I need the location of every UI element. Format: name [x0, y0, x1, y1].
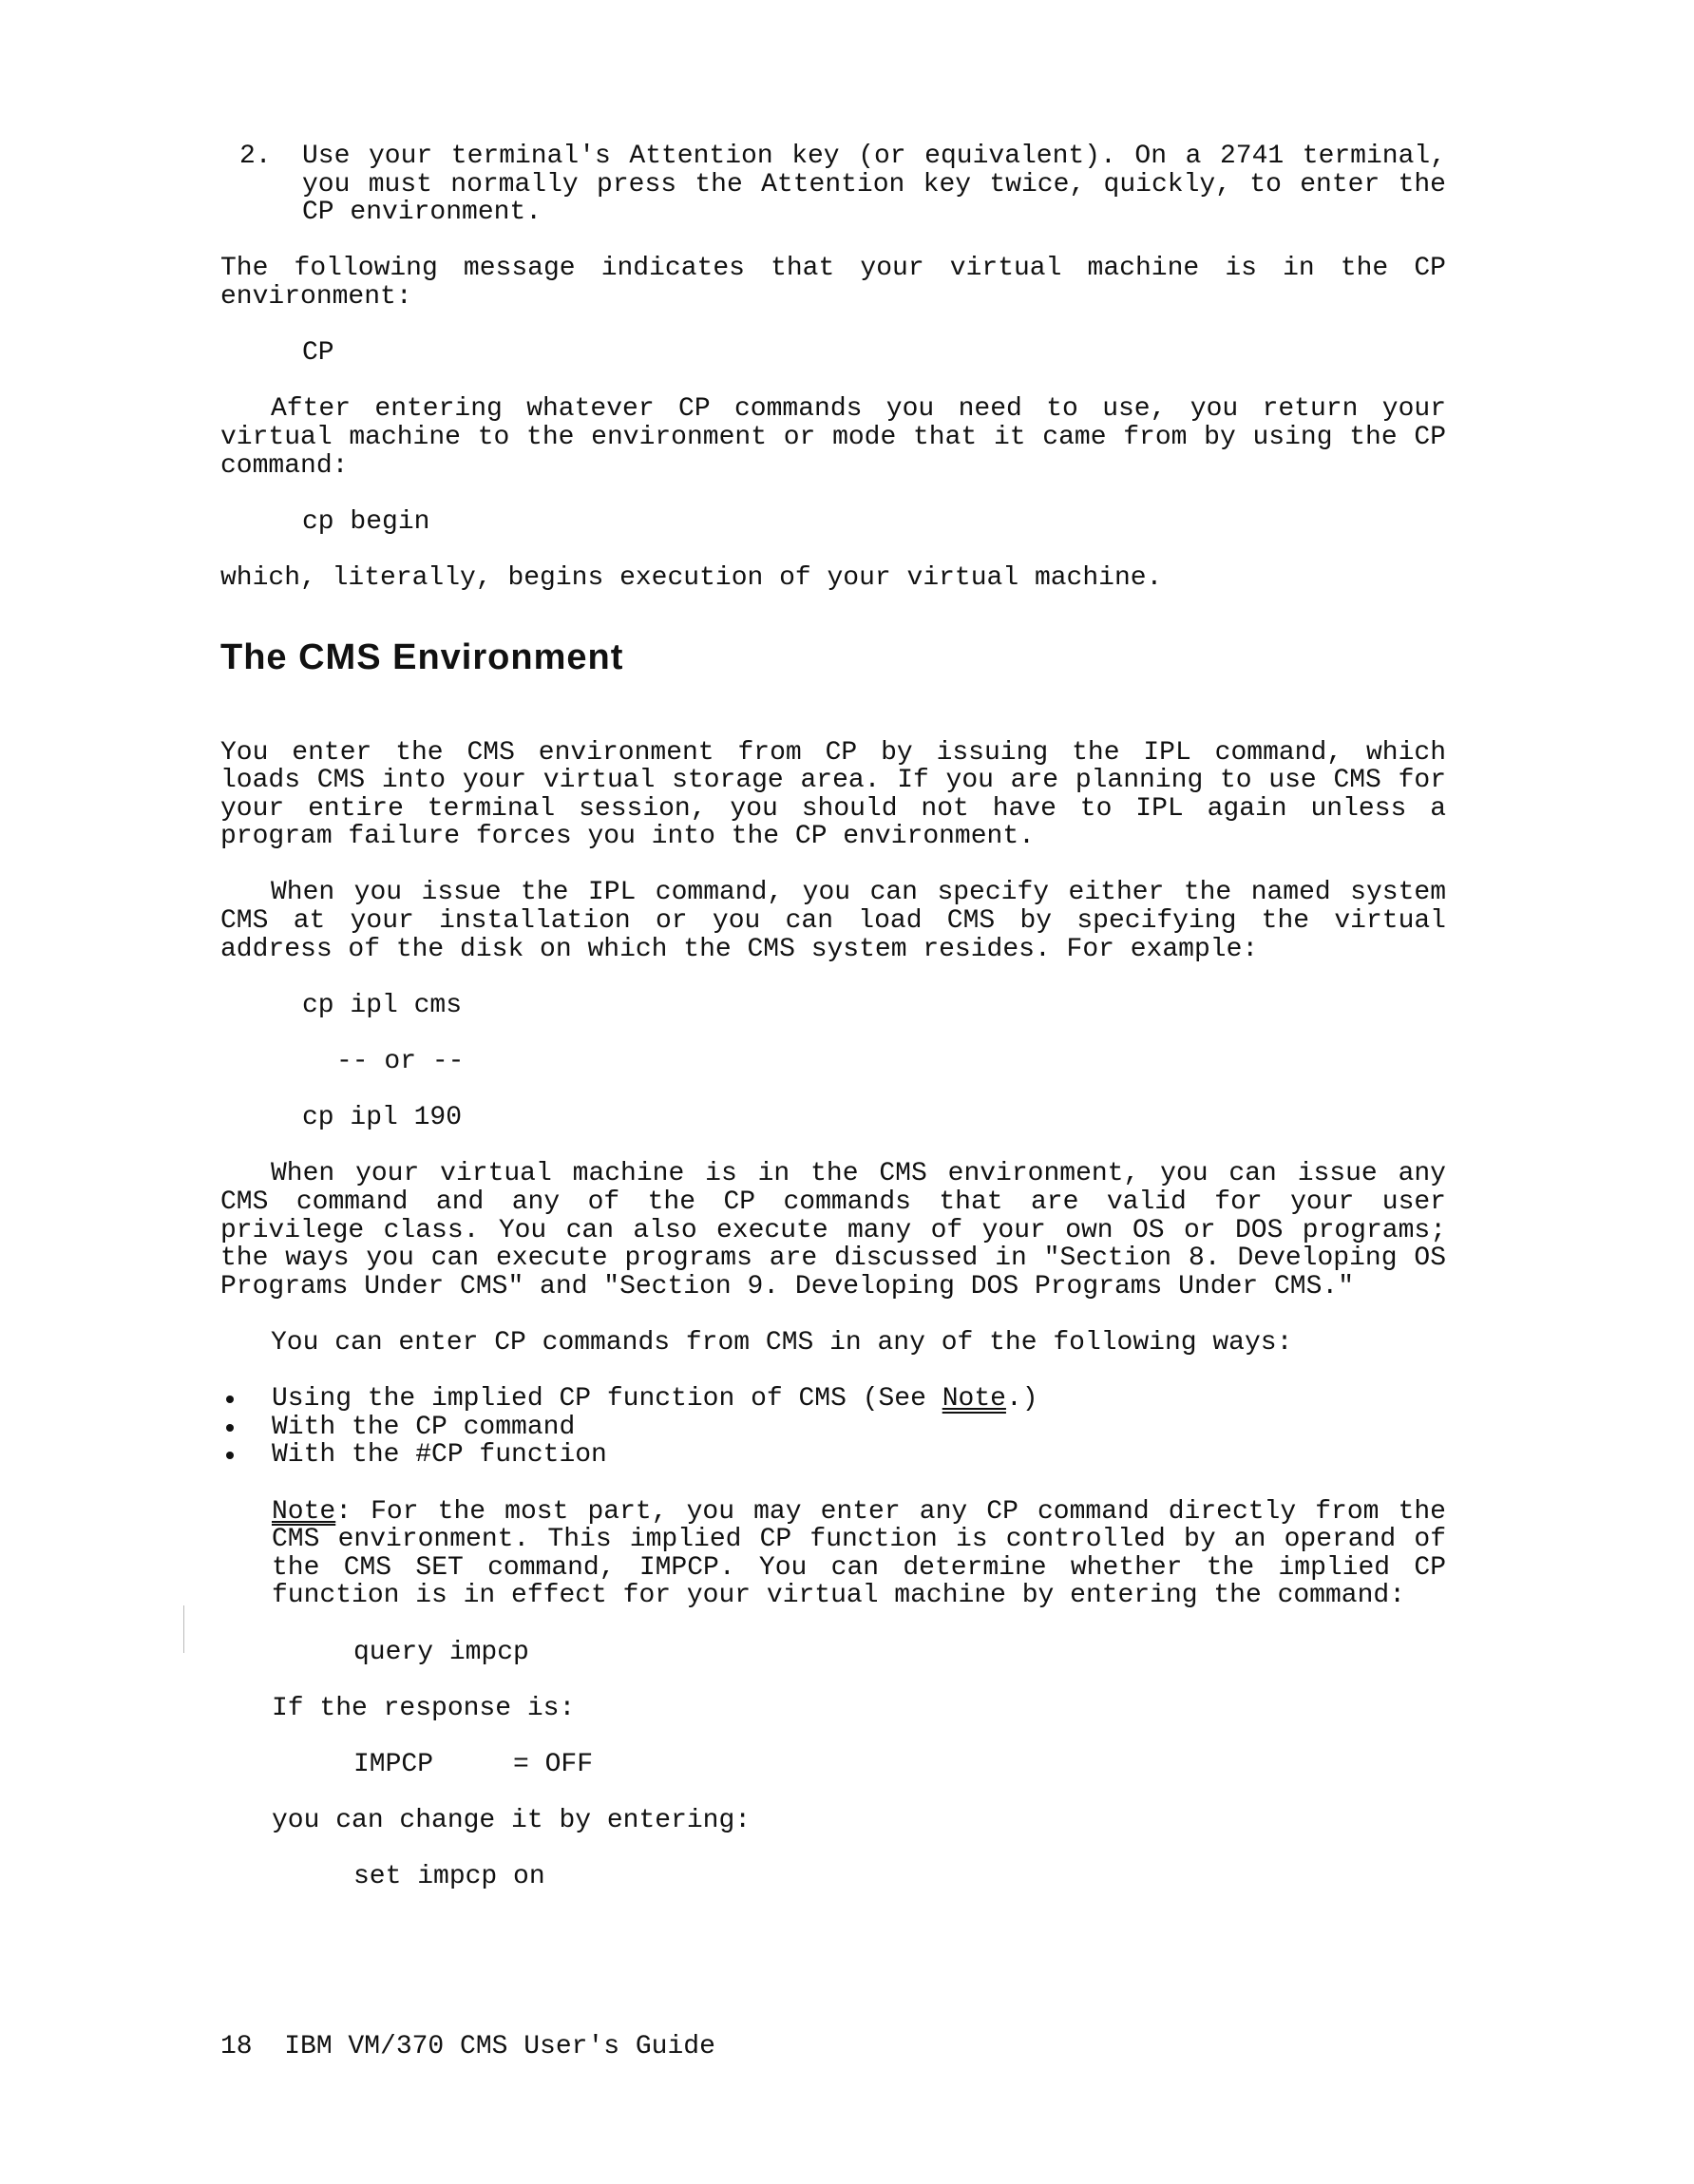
note-text: : For the most part, you may enter any CP command directly from the CMS environment. This implied CP function is controlled by an operand of the CMS SET command, IMPCP. You can determine whether the implied CP function is in effect for your virtual machine by entering the command: [272, 1496, 1446, 1611]
paragraph-when-ipl: When you issue the IPL command, you can specify either the named system CMS at your installation or you can load CMS by specifying the virtual address of the disk on which the CMS system resides. For example: [220, 878, 1446, 964]
code-ipl-190: cp ipl 190 [302, 1103, 463, 1133]
paragraph-if-response: If the response is: [272, 1693, 576, 1723]
paragraph-you-can-enter: You can enter CP commands from CMS in any of the following ways: [271, 1327, 1293, 1358]
code-or-separator: -- or -- [336, 1047, 465, 1077]
page-footer: 18 IBM VM/370 CMS User's Guide [220, 2032, 715, 2061]
bullet-text: With the #CP function [272, 1440, 607, 1471]
code-impcp-response: IMPCP = OFF [353, 1749, 594, 1779]
code-query-impcp: query impcp [353, 1637, 529, 1667]
bullet-text: With the CP command [272, 1412, 576, 1442]
bullet-icon [226, 1424, 234, 1432]
code-cp-begin: cp begin [302, 506, 430, 537]
list-item-text: Use your terminal's Attention key (or equivalent). On a 2741 terminal, you must normally press the Attention key twice, quickly, to enter the CP environment. [302, 142, 1446, 228]
code-ipl-cms: cp ipl cms [302, 990, 463, 1020]
list-item-2 [220, 142, 1446, 227]
paragraph-when-virtual-machine: When your virtual machine is in the CMS environment, you can issue any CMS command and any of the CP commands that are valid for your user privilege class. You can also execute many of your own OS or DOS programs; the ways you can execute programs are discussed in "Section 8. Developing OS Programs Under CMS" and "Section 9. Developing DOS Programs Under CMS." [220, 1159, 1446, 1301]
paragraph-which-literally: which, literally, begins execution of your virtual machine. [220, 562, 1163, 593]
paragraph-change-it: you can change it by entering: [272, 1806, 752, 1836]
list-item [220, 1385, 1446, 1414]
list-item [220, 1441, 1446, 1470]
list-item-number: 2. [239, 142, 272, 171]
section-heading-cms-environment: The CMS Environment [220, 636, 624, 677]
paragraph-after-entering: After entering whatever CP commands you need to use, you return your virtual machine to the environment or mode that it came from by using the CP command: [220, 394, 1446, 481]
bullet-text-post: .) [1005, 1384, 1038, 1415]
bullet-icon [226, 1396, 234, 1403]
list-item [220, 1414, 1446, 1442]
note-block [220, 1498, 1446, 1610]
bullet-text-pre: Using the implied CP function of CMS (See [272, 1384, 942, 1415]
paragraph-following-message: The following message indicates that your virtual machine is in the CP environment: [220, 254, 1446, 312]
note-reference: Note [942, 1384, 1006, 1415]
code-set-impcp: set impcp on [353, 1862, 545, 1892]
revision-bar [183, 1605, 184, 1653]
note-label: Note [272, 1496, 336, 1527]
paragraph-enter-cms: You enter the CMS environment from CP by issuing the IPL command, which loads CMS into your virtual storage area. If you are planning to use CMS for your entire terminal session, you should not have to IPL again unless a program failure forces you into the CP environment. [220, 737, 1446, 852]
ways-list [220, 1385, 1446, 1470]
bullet-icon [226, 1452, 234, 1459]
code-cp: CP [302, 338, 334, 369]
page-content [220, 142, 1446, 1891]
